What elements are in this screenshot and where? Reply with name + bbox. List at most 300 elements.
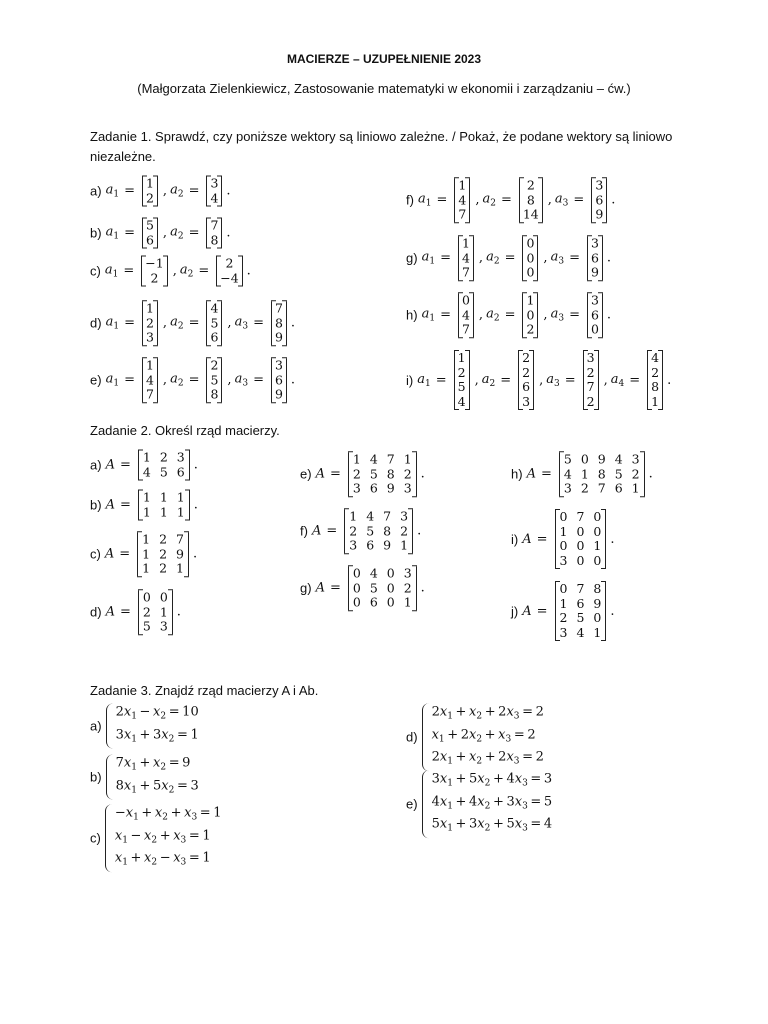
matrix-cell: 0: [593, 610, 602, 625]
math-subscript: 3: [522, 778, 528, 789]
math-variable: A: [315, 580, 325, 596]
matrix-cell: 1: [457, 350, 466, 365]
matrix-cell: 2: [159, 449, 168, 465]
math-subscript: 3: [513, 756, 520, 767]
matrix-cell: 1: [526, 292, 535, 308]
math-subscript: 2: [168, 785, 175, 795]
equals-sign: =: [119, 546, 131, 562]
math-variable: $x_2$: [477, 816, 491, 834]
math-variable: $a_3$: [234, 314, 249, 332]
period: .: [611, 192, 616, 208]
task-1-item: [90, 301, 295, 345]
matrix-cell: 5: [210, 371, 219, 387]
item-label: g): [406, 250, 418, 266]
equals-sign: =: [435, 372, 447, 388]
task-2-item: [300, 509, 421, 553]
math-subscript: 1: [447, 778, 453, 789]
math-variable: $x_2$: [144, 850, 158, 868]
item-label: a): [90, 457, 102, 473]
matrix: [138, 590, 173, 634]
equation-system: [106, 755, 199, 800]
comma: ,: [547, 192, 552, 208]
equals-sign: =: [573, 192, 585, 208]
matrix-cell: 4: [142, 464, 151, 479]
matrix-cell: 3: [403, 480, 412, 496]
matrix-cell: 5: [369, 579, 378, 595]
math-subscript: 1: [133, 812, 139, 823]
column-vector: [141, 257, 167, 286]
matrix-cell: 1: [145, 357, 154, 373]
item-label: i): [511, 531, 519, 547]
task-1-heading: Zadanie 1. Sprawdź, czy poniższe wektory są liniowo zależne. / Pokaż, że podane wektory są liniowo niezależne.: [90, 129, 673, 164]
matrix-cell: 3: [349, 537, 358, 553]
item-label: b): [90, 497, 102, 513]
matrix-cell: 5: [210, 314, 219, 330]
math-subscript: 2: [177, 231, 184, 242]
math-subscript: 1: [131, 711, 137, 722]
matrix-cell: 1: [159, 603, 168, 619]
matrix-cell: 3: [176, 449, 185, 465]
math-subscript: 3: [513, 711, 520, 722]
matrix-cell: 2: [352, 465, 361, 481]
equals-sign: =: [119, 604, 131, 620]
matrix-cell: 9: [595, 206, 604, 222]
matrix-cell: 0: [559, 538, 568, 553]
matrix-cell: 0: [576, 552, 585, 568]
period: .: [606, 250, 612, 266]
matrix-cell: 4: [461, 249, 470, 265]
equals-sign: =: [440, 250, 451, 266]
math-subscript: 1: [113, 231, 120, 242]
math-subscript: 3: [522, 823, 528, 834]
math-subscript: 3: [522, 800, 528, 811]
math-subscript: 2: [489, 378, 496, 389]
math-subscript: 2: [151, 857, 158, 868]
matrix-cell: 2: [403, 465, 412, 481]
equation-line: $3x_1 + 3x_2 = 1$: [115, 727, 199, 744]
item-label: f): [406, 192, 414, 208]
task-2-item: [511, 510, 615, 568]
equation-line: $5x_1 + 3x_2 + 5x_3 = 4$: [431, 816, 553, 834]
matrix-cell: 0: [593, 523, 602, 539]
matrix-cell: 9: [274, 386, 283, 402]
task-3-item: [90, 704, 199, 749]
matrix-cell: 2: [159, 531, 168, 547]
equals-sign: =: [253, 315, 264, 331]
equals-sign: =: [123, 263, 135, 279]
matrix-cell: 8: [526, 191, 535, 207]
matrix-cell: 1: [352, 451, 361, 467]
matrix-cell: 9: [593, 595, 602, 611]
matrix-cell: 9: [597, 451, 606, 467]
equals-sign: =: [504, 250, 516, 266]
matrix-cell: 0: [559, 509, 568, 524]
period: .: [420, 580, 425, 596]
matrix-cell: 1: [593, 624, 602, 640]
matrix-cell: 2: [145, 314, 154, 330]
math-subscript: 3: [242, 321, 249, 332]
item-label: e): [406, 796, 418, 812]
period: .: [176, 604, 181, 620]
matrix-cell: 8: [210, 386, 219, 402]
column-vector: [271, 358, 287, 402]
math-subscript: 1: [447, 711, 453, 722]
matrix-cell: 4: [457, 393, 466, 409]
document-title: MACIERZE – UZUPEŁNIENIE 2023: [286, 52, 482, 66]
math-variable: $a_1$: [105, 182, 120, 200]
matrix-cell: 1: [142, 531, 151, 547]
matrix-cell: 6: [522, 379, 531, 394]
equals-sign: =: [569, 250, 580, 266]
matrix: [138, 491, 190, 520]
math-variable: $x_2$: [477, 793, 491, 811]
task-1-item: [406, 293, 611, 337]
column-vector: [142, 219, 158, 248]
equation-system: [422, 770, 553, 838]
matrix-cell: 2: [526, 177, 535, 193]
matrix-cell: 8: [593, 581, 602, 596]
math-variable: $a_2$: [486, 306, 500, 324]
equals-sign: =: [124, 315, 135, 331]
task-3-item: [90, 755, 199, 800]
math-variable: $x_1$: [431, 726, 445, 744]
equation-line: $-x_1 + x_2 + x_3 = 1$: [114, 805, 222, 823]
matrix-cell: 4: [461, 306, 470, 322]
math-subscript: 1: [131, 785, 137, 795]
matrix-cell: 4: [210, 300, 219, 316]
task-2-heading: Zadanie 2. Określ rząd macierzy.: [90, 423, 280, 438]
period: .: [420, 466, 425, 482]
math-subscript: 3: [191, 812, 198, 823]
equals-sign: =: [119, 497, 131, 513]
item-label: b): [90, 225, 102, 241]
matrix-cell: −4: [220, 270, 239, 285]
math-subscript: 1: [447, 800, 453, 811]
math-subscript: 2: [162, 812, 168, 823]
matrix-cell: 2: [631, 465, 640, 481]
math-variable: A: [311, 523, 322, 539]
matrix-cell: 9: [590, 264, 599, 280]
matrix-cell: 7: [383, 508, 392, 524]
math-subscript: 2: [476, 756, 483, 767]
matrix-cell: 1: [142, 449, 151, 465]
matrix-cell: 8: [386, 465, 395, 481]
matrix-cell: 0: [526, 306, 535, 322]
equals-sign: =: [500, 192, 512, 208]
matrix-cell: 1: [400, 537, 409, 553]
comma: ,: [162, 225, 168, 241]
matrix-cell: 6: [369, 594, 378, 610]
comma: ,: [162, 183, 168, 199]
math-subscript: 1: [447, 756, 453, 767]
matrix-cell: 7: [576, 581, 585, 596]
matrix-cell: 0: [580, 451, 589, 467]
math-variable: $a_1$: [104, 262, 119, 280]
matrix-cell: 2: [150, 270, 159, 285]
item-label: a): [90, 183, 102, 199]
matrix-cell: 3: [586, 350, 595, 365]
item-label: h): [511, 466, 523, 482]
left-brace: [422, 770, 429, 838]
math-variable: $x_2$: [144, 827, 158, 845]
math-subscript: 3: [180, 857, 187, 868]
equals-sign: =: [504, 307, 516, 323]
equation-line: $3x_1 + 5x_2 + 4x_3 = 3$: [431, 771, 553, 789]
comma: ,: [539, 372, 544, 388]
matrix-cell: 5: [614, 465, 623, 481]
period: .: [193, 497, 198, 513]
math-variable: A: [105, 497, 115, 513]
task-1-item: [406, 351, 671, 409]
math-variable: $a_2$: [170, 371, 184, 389]
item-label: b): [90, 769, 102, 785]
matrix-cell: 3: [403, 565, 412, 581]
matrix-cell: 5: [576, 610, 585, 625]
column-vector: [522, 236, 538, 280]
left-brace: [106, 755, 113, 800]
equation-line: $4x_1 + 4x_2 + 3x_3 = 5$: [431, 793, 553, 811]
matrix-cell: 2: [526, 321, 535, 337]
math-variable: $a_2$: [481, 371, 496, 389]
matrix-cell: 4: [576, 624, 585, 640]
math-subscript: 3: [558, 256, 565, 267]
matrix-cell: 4: [651, 350, 660, 365]
matrix-cell: 1: [403, 594, 412, 610]
matrix-cell: 0: [593, 552, 602, 568]
comma: ,: [227, 315, 232, 331]
math-variable: $a_4$: [610, 371, 625, 389]
math-variable: $a_1$: [105, 371, 120, 389]
period: .: [610, 531, 615, 547]
math-subscript: 3: [180, 834, 187, 845]
matrix-cell: 2: [349, 522, 358, 538]
math-variable: $x_3$: [173, 850, 187, 868]
item-label: d): [90, 315, 102, 331]
matrix-cell: 5: [145, 217, 154, 233]
equation-line: $2x_1 + x_2 + 2x_3 = 2$: [431, 704, 544, 722]
equation-line: $2x_1 - x_2 = 10$: [115, 704, 199, 722]
equals-sign: =: [253, 372, 264, 388]
column-vector: [583, 351, 599, 409]
matrix-cell: 2: [586, 393, 595, 409]
math-variable: $a_1$: [417, 191, 432, 209]
matrix-cell: 7: [461, 321, 470, 337]
column-vector: [522, 293, 538, 337]
matrix-cell: 7: [576, 509, 585, 524]
matrix-cell: 6: [210, 329, 219, 345]
math-subscript: 1: [131, 734, 137, 744]
equation-line: $7x_1 + x_2 = 9$: [115, 755, 191, 773]
math-variable: $x_2$: [161, 727, 175, 744]
matrix-cell: 7: [586, 379, 595, 394]
math-subscript: 1: [438, 733, 445, 744]
equals-sign: =: [124, 372, 135, 388]
matrix: [348, 566, 417, 610]
matrix-cell: 1: [559, 523, 568, 539]
item-label: c): [90, 546, 101, 562]
matrix-cell: 0: [386, 565, 395, 581]
column-vector: [458, 236, 474, 280]
matrix-cell: 6: [366, 537, 375, 553]
math-variable: $x_2$: [161, 778, 175, 795]
task-1-item: [90, 257, 251, 286]
task-3-item: [90, 804, 222, 872]
matrix-cell: 4: [145, 371, 154, 387]
matrix-cell: 2: [159, 560, 168, 576]
matrix: [138, 451, 190, 480]
period: .: [193, 546, 198, 562]
equals-sign: =: [124, 183, 135, 199]
equals-sign: =: [564, 372, 576, 388]
math-variable: $x_2$: [153, 755, 167, 773]
matrix-cell: 1: [142, 489, 151, 505]
equals-sign: =: [326, 523, 338, 539]
math-variable: $a_2$: [482, 191, 496, 209]
math-subscript: 1: [122, 834, 128, 845]
column-vector: [587, 293, 603, 337]
matrix: [348, 452, 417, 496]
matrix-cell: 0: [559, 581, 568, 596]
comma: ,: [478, 250, 484, 266]
equation-system: [106, 704, 199, 749]
column-vector: [519, 178, 543, 222]
math-variable: $a_3$: [546, 371, 560, 389]
matrix-cell: 1: [176, 489, 185, 505]
task-3-item: [406, 770, 552, 838]
math-variable: A: [105, 457, 115, 473]
math-variable: $a_1$: [105, 224, 120, 242]
matrix-cell: 2: [159, 545, 168, 561]
matrix-cell: 7: [458, 206, 467, 222]
matrix-cell: 2: [142, 603, 151, 619]
matrix-cell: 2: [457, 364, 466, 380]
math-variable: $x_1$: [439, 771, 453, 789]
equation-line: $x_1 - x_2 + x_3 = 1$: [114, 827, 211, 845]
equations: [432, 770, 553, 838]
matrix-cell: 5: [159, 464, 168, 479]
matrix-cell: 2: [403, 579, 412, 595]
math-variable: A: [522, 603, 532, 619]
math-variable: $x_1$: [123, 704, 137, 722]
matrix-cell: 2: [586, 364, 595, 380]
math-subscript: 1: [122, 857, 128, 868]
matrix-cell: 1: [176, 560, 184, 576]
math-subscript: 2: [484, 823, 491, 834]
math-subscript: 3: [242, 378, 249, 389]
equals-sign: =: [536, 531, 548, 547]
column-vector: [454, 178, 470, 222]
equals-sign: =: [188, 315, 200, 331]
math-subscript: 2: [168, 734, 175, 744]
period: .: [226, 225, 231, 241]
matrix-cell: 4: [614, 451, 623, 467]
column-vector: [216, 257, 242, 286]
matrix-cell: 0: [386, 594, 395, 610]
matrix-cell: 6: [176, 464, 185, 479]
item-label: d): [90, 604, 102, 620]
math-variable: $x_2$: [469, 726, 483, 744]
equals-sign: =: [188, 225, 200, 241]
matrix-cell: 3: [274, 357, 283, 373]
comma: ,: [162, 372, 168, 388]
matrix-cell: 2: [559, 610, 568, 625]
matrix-cell: 7: [176, 531, 184, 547]
equation-system: [105, 804, 222, 872]
matrix-cell: 3: [400, 508, 409, 524]
matrix-cell: 9: [274, 329, 283, 345]
task-2-item: [511, 452, 653, 496]
matrix-cell: 0: [142, 589, 151, 605]
matrix-cell: 4: [458, 191, 467, 207]
column-vector: [206, 177, 222, 206]
equations: [116, 704, 199, 749]
task-1-item: [406, 178, 615, 222]
math-variable: $x_3$: [514, 771, 528, 789]
comma: ,: [478, 307, 484, 323]
equation-line: $x_1 + 2x_2 + x_3 = 2$: [431, 726, 536, 744]
matrix-cell: 2: [651, 364, 660, 380]
matrix-cell: 4: [563, 465, 572, 481]
period: .: [648, 466, 653, 482]
matrix-cell: 14: [522, 206, 539, 222]
matrix-cell: 1: [651, 393, 660, 409]
matrix: [137, 532, 189, 576]
equals-sign: =: [188, 372, 200, 388]
matrix-cell: 6: [595, 191, 604, 207]
matrix-cell: 1: [176, 504, 185, 519]
period: .: [193, 457, 198, 473]
matrix: [555, 510, 607, 568]
matrix-cell: 5: [369, 465, 378, 481]
matrix-cell: 8: [383, 522, 392, 538]
matrix-cell: 2: [145, 190, 154, 205]
matrix-cell: 2: [580, 480, 589, 496]
math-variable: $a_3$: [550, 249, 565, 267]
math-variable: $x_3$: [514, 816, 528, 834]
matrix-cell: 1: [580, 465, 589, 481]
matrix-cell: 2: [522, 364, 531, 380]
math-variable: $x_1$: [125, 805, 139, 823]
column-vector: [142, 301, 158, 345]
matrix: [559, 452, 645, 496]
column-vector: [206, 301, 222, 345]
matrix-cell: 1: [461, 235, 470, 251]
matrix-cell: 9: [176, 545, 184, 561]
math-variable: $x_3$: [506, 704, 520, 722]
matrix-cell: 1: [559, 595, 568, 611]
math-subscript: 2: [476, 711, 483, 722]
matrix-cell: 0: [352, 594, 361, 610]
equals-sign: =: [629, 372, 641, 388]
equals-sign: =: [188, 183, 200, 199]
matrix-cell: 1: [145, 300, 154, 316]
matrix-cell: 7: [145, 386, 154, 402]
task-2-item: [90, 590, 181, 634]
matrix-cell: 2: [400, 522, 409, 538]
equals-sign: =: [440, 307, 451, 323]
math-subscript: 3: [505, 733, 512, 744]
column-vector: [458, 293, 474, 337]
period: .: [667, 372, 672, 388]
math-variable: $x_2$: [469, 749, 483, 767]
item-label: g): [300, 580, 312, 596]
matrix-cell: 0: [352, 565, 361, 581]
item-label: e): [300, 466, 312, 482]
equals-sign: =: [436, 192, 448, 208]
matrix-cell: 3: [352, 480, 361, 496]
math-variable: $x_1$: [439, 816, 453, 834]
math-variable: $a_3$: [234, 371, 249, 389]
